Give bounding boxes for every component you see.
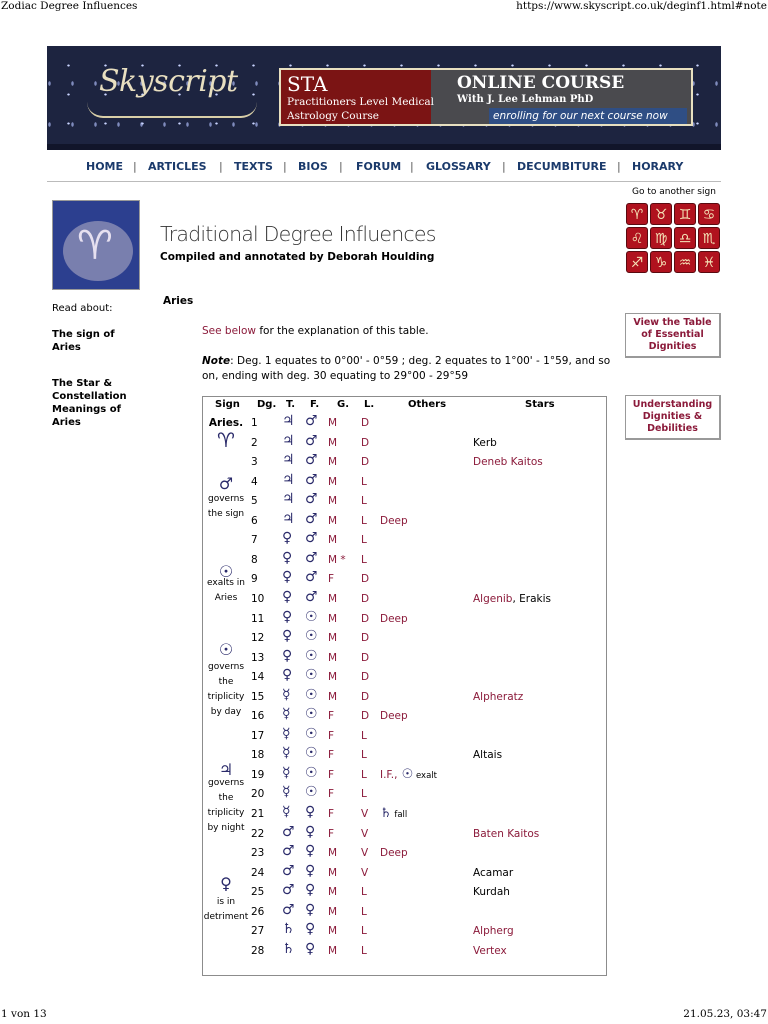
planet-icon: ☉ bbox=[397, 766, 414, 782]
star-name[interactable]: Baten Kaitos bbox=[473, 827, 540, 840]
term-ruler-icon: ♀ bbox=[282, 608, 293, 625]
term-ruler-icon: ♂ bbox=[282, 901, 295, 918]
term-ruler-icon: ♂ bbox=[282, 823, 295, 840]
note-line: is in bbox=[216, 897, 236, 907]
col-header-degree: Dg. bbox=[257, 399, 277, 410]
see-below-link[interactable]: See below bbox=[202, 325, 256, 337]
light-cell: D bbox=[361, 690, 370, 703]
gender-cell: M bbox=[328, 534, 338, 547]
face-ruler-icon: ☉ bbox=[305, 608, 318, 625]
degree-cell: 27 bbox=[251, 925, 265, 938]
light-cell: V bbox=[361, 808, 369, 820]
note-line: governs bbox=[207, 662, 245, 672]
gender-cell: M bbox=[328, 671, 338, 684]
light-cell: D bbox=[361, 592, 370, 605]
nav-separator: | bbox=[133, 160, 137, 173]
virgo-icon[interactable]: ♍ bbox=[650, 227, 672, 249]
light-cell: D bbox=[361, 651, 370, 664]
nav-separator: | bbox=[410, 160, 414, 173]
gender-cell: M bbox=[328, 905, 338, 918]
col-header-others: Others bbox=[408, 399, 447, 410]
capricorn-icon[interactable]: ♑ bbox=[650, 251, 672, 273]
face-ruler-icon: ♀ bbox=[305, 843, 316, 860]
note-line: exalts in bbox=[206, 578, 245, 588]
star-name[interactable]: Alpherg bbox=[473, 925, 514, 938]
light-cell: V bbox=[361, 866, 369, 879]
light-cell: V bbox=[361, 827, 369, 840]
logo-swash bbox=[87, 102, 257, 118]
col-header-light: L. bbox=[364, 399, 375, 410]
ad-online-course: ONLINE COURSE bbox=[457, 73, 625, 93]
sign-of-aries-link[interactable] bbox=[52, 328, 115, 354]
aries-ram-image bbox=[52, 200, 140, 290]
nav-glossary[interactable]: GLOSSARY bbox=[426, 160, 491, 173]
nav-separator: | bbox=[219, 160, 223, 173]
face-ruler-icon: ☉ bbox=[305, 764, 318, 781]
face-ruler-icon: ♀ bbox=[305, 940, 316, 957]
face-ruler-icon: ☉ bbox=[305, 647, 318, 664]
site-banner bbox=[47, 46, 721, 150]
light-cell: L bbox=[361, 925, 367, 938]
page-subtitle: Compiled and annotated by Deborah Houlding bbox=[160, 251, 435, 263]
ram-icon: ♈ bbox=[77, 223, 113, 269]
face-ruler-icon: ♀ bbox=[305, 862, 316, 879]
gender-cell: M bbox=[328, 925, 338, 938]
face-ruler-icon: ☉ bbox=[305, 725, 318, 742]
ad-instructor: With J. Lee Lehman PhD bbox=[457, 94, 594, 105]
col-header-term: T. bbox=[286, 399, 296, 410]
star-cell bbox=[473, 592, 551, 606]
others-note: exalt bbox=[413, 770, 437, 781]
gemini-icon[interactable]: ♊ bbox=[674, 203, 696, 225]
others-text[interactable]: Deep bbox=[380, 514, 408, 527]
degree-cell: 19 bbox=[251, 768, 265, 781]
term-ruler-icon: ♃ bbox=[282, 413, 295, 429]
face-ruler-icon: ♂ bbox=[305, 510, 318, 527]
degree-cell: 9 bbox=[251, 573, 258, 586]
degree-cell: 10 bbox=[251, 592, 265, 605]
term-ruler-icon: ♄ bbox=[282, 940, 295, 957]
col-header-face: F. bbox=[310, 399, 320, 410]
degree-cell: 20 bbox=[251, 788, 265, 801]
term-ruler-icon: ☿ bbox=[282, 804, 291, 820]
goto-sign-label: Go to another sign bbox=[632, 187, 716, 197]
face-ruler-icon: ☉ bbox=[305, 628, 318, 645]
site-logo[interactable]: Skyscript bbox=[99, 64, 238, 99]
degree-cell: 26 bbox=[251, 905, 265, 918]
face-ruler-icon: ♂ bbox=[305, 452, 318, 469]
face-ruler-icon: ♂ bbox=[305, 549, 318, 566]
gender-cell: M bbox=[328, 886, 338, 899]
degree-cell: 17 bbox=[251, 729, 265, 742]
term-ruler-icon: ☿ bbox=[282, 764, 291, 781]
star-cell bbox=[473, 827, 539, 841]
star-name[interactable]: Alpheratz bbox=[473, 690, 524, 703]
degree-cell: 8 bbox=[251, 553, 258, 566]
main-nav bbox=[47, 158, 721, 176]
link-line: The Star & bbox=[52, 378, 113, 389]
essential-dignities-link[interactable]: View the Table of Essential Dignities bbox=[625, 313, 721, 358]
nav-home[interactable]: HOME bbox=[86, 160, 124, 173]
note-line: by day bbox=[210, 707, 242, 717]
star-name[interactable]: Deneb Kaitos bbox=[473, 456, 543, 469]
gender-cell: M * bbox=[328, 553, 346, 566]
term-ruler-icon: ♃ bbox=[282, 471, 295, 488]
others-text[interactable]: Deep bbox=[380, 612, 408, 625]
gender-cell: M bbox=[328, 632, 338, 645]
jupiter-triplicity-note bbox=[203, 776, 249, 836]
link-line: Meanings of bbox=[52, 404, 121, 415]
nav-articles[interactable]: ARTICLES bbox=[148, 160, 207, 173]
term-ruler-icon: ♃ bbox=[282, 452, 295, 469]
note-line: triplicity bbox=[207, 692, 245, 702]
term-ruler-icon: ♂ bbox=[282, 862, 295, 879]
nav-separator: | bbox=[283, 160, 287, 173]
term-ruler-icon: ♀ bbox=[282, 569, 293, 586]
light-cell: D bbox=[361, 671, 370, 684]
note-label: Note bbox=[202, 355, 231, 367]
light-cell: L bbox=[361, 749, 367, 762]
aries-icon[interactable]: ♈ bbox=[626, 203, 648, 225]
degree-cell: 3 bbox=[251, 456, 258, 469]
light-cell: L bbox=[361, 768, 367, 781]
note-line: governs bbox=[207, 778, 245, 788]
gender-cell: F bbox=[328, 729, 335, 742]
col-header-sign: Sign bbox=[215, 399, 240, 410]
degree-cell: 22 bbox=[251, 827, 265, 840]
jupiter-icon: ♃ bbox=[218, 760, 234, 779]
face-ruler-icon: ♀ bbox=[305, 804, 316, 820]
nav-separator: | bbox=[339, 160, 343, 173]
star-cell bbox=[473, 924, 514, 938]
star-name: Acamar bbox=[473, 866, 514, 879]
face-ruler-icon: ♂ bbox=[305, 588, 318, 605]
degree-cell: 4 bbox=[251, 475, 258, 488]
print-page-number: 1 von 13 bbox=[1, 1008, 47, 1020]
face-ruler-icon: ☉ bbox=[305, 784, 318, 801]
sun-exalt-note bbox=[203, 576, 249, 606]
star-cell bbox=[473, 748, 502, 762]
section-heading: Aries bbox=[163, 295, 194, 307]
nav-bios[interactable]: BIOS bbox=[298, 160, 328, 173]
intro-text bbox=[202, 325, 429, 337]
note-line: governs bbox=[207, 494, 245, 504]
gender-cell: M bbox=[328, 417, 338, 429]
pisces-icon[interactable]: ♓ bbox=[698, 251, 720, 273]
gender-cell: M bbox=[328, 651, 338, 664]
gender-cell: M bbox=[328, 612, 338, 625]
star-cell bbox=[473, 690, 523, 704]
light-cell: L bbox=[361, 886, 367, 899]
star-cell bbox=[473, 944, 507, 958]
degree-cell: 11 bbox=[251, 612, 265, 625]
gender-cell: M bbox=[328, 944, 338, 957]
print-page-title: Zodiac Degree Influences bbox=[1, 0, 138, 12]
col-header-gender: G. bbox=[337, 399, 350, 410]
gender-cell: F bbox=[328, 573, 335, 586]
others-cell bbox=[380, 807, 407, 822]
degree-cell: 14 bbox=[251, 671, 265, 684]
light-cell: L bbox=[361, 475, 367, 488]
banner-strip bbox=[47, 144, 721, 150]
gender-cell: M bbox=[328, 866, 338, 879]
light-cell: L bbox=[361, 553, 367, 566]
face-ruler-icon: ☉ bbox=[305, 686, 318, 703]
others-cell bbox=[380, 514, 408, 528]
course-ad[interactable] bbox=[279, 68, 693, 126]
face-ruler-icon: ♂ bbox=[305, 471, 318, 488]
light-cell: D bbox=[361, 436, 370, 449]
face-ruler-icon: ♀ bbox=[305, 901, 316, 918]
degree-cell: 16 bbox=[251, 710, 265, 723]
nav-separator: | bbox=[502, 160, 506, 173]
others-cell bbox=[380, 768, 437, 783]
light-cell: L bbox=[361, 514, 367, 527]
gender-cell: M bbox=[328, 592, 338, 605]
face-ruler-icon: ♂ bbox=[305, 432, 318, 449]
ad-line2: Astrology Course bbox=[287, 110, 379, 122]
note-line: by night bbox=[207, 823, 245, 833]
mars-icon: ♂ bbox=[218, 474, 234, 493]
aquarius-icon[interactable]: ♒ bbox=[674, 251, 696, 273]
face-ruler-icon: ♀ bbox=[305, 882, 316, 899]
degree-cell: 5 bbox=[251, 495, 258, 508]
degree-cell: 2 bbox=[251, 436, 258, 449]
leo-icon[interactable]: ♌ bbox=[626, 227, 648, 249]
ad-enroll: enrolling for our next course now bbox=[489, 108, 687, 124]
link-line: Constellation bbox=[52, 391, 127, 402]
note-line: Aries bbox=[214, 593, 238, 603]
face-ruler-icon: ♂ bbox=[305, 530, 318, 547]
others-text[interactable]: Deep bbox=[380, 710, 408, 723]
mars-note bbox=[203, 492, 249, 522]
note-text bbox=[202, 354, 612, 384]
intro-rest: for the explanation of this table. bbox=[255, 325, 429, 337]
gender-cell: F bbox=[328, 827, 335, 840]
term-ruler-icon: ♀ bbox=[282, 530, 293, 547]
aries-glyph-icon: ♈ bbox=[217, 428, 235, 452]
note-line: the bbox=[218, 793, 234, 803]
degree-cell: 23 bbox=[251, 847, 265, 860]
others-cell bbox=[380, 612, 408, 626]
light-cell: V bbox=[361, 847, 369, 860]
term-ruler-icon: ☿ bbox=[282, 745, 291, 762]
light-cell: D bbox=[361, 456, 370, 469]
degree-cell: 15 bbox=[251, 690, 265, 703]
face-ruler-icon: ♀ bbox=[305, 823, 316, 840]
venus-detriment-note bbox=[203, 895, 249, 925]
degree-cell: 25 bbox=[251, 886, 265, 899]
term-ruler-icon: ♀ bbox=[282, 647, 293, 664]
others-text[interactable]: Deep bbox=[380, 847, 408, 860]
others-cell bbox=[380, 709, 408, 723]
term-ruler-icon: ♂ bbox=[282, 882, 295, 899]
scorpio-icon[interactable]: ♏ bbox=[698, 227, 720, 249]
print-url: https://www.skyscript.co.uk/deginf1.html#note bbox=[516, 0, 767, 12]
light-cell: L bbox=[361, 905, 367, 918]
degree-cell: 18 bbox=[251, 749, 265, 762]
star-name: Altais bbox=[473, 749, 503, 762]
nav-forum[interactable]: FORUM bbox=[356, 160, 402, 173]
star-cell bbox=[473, 866, 513, 880]
sagittarius-icon[interactable]: ♐ bbox=[626, 251, 648, 273]
others-text: I.F., bbox=[380, 768, 398, 781]
degree-cell: 28 bbox=[251, 944, 265, 957]
gender-cell: F bbox=[328, 749, 335, 762]
nav-horary[interactable]: HORARY bbox=[632, 160, 684, 173]
face-ruler-icon: ☉ bbox=[305, 667, 318, 684]
star-constellation-link[interactable] bbox=[52, 377, 127, 429]
star-name[interactable]: Vertex bbox=[473, 944, 507, 957]
light-cell: D bbox=[361, 632, 370, 645]
light-cell: L bbox=[361, 495, 367, 508]
term-ruler-icon: ☿ bbox=[282, 725, 291, 742]
degree-cell: 13 bbox=[251, 651, 265, 664]
ad-title: STA bbox=[287, 72, 328, 96]
star-name: Kerb bbox=[473, 436, 497, 449]
nav-divider bbox=[47, 181, 721, 182]
face-ruler-icon: ♂ bbox=[305, 491, 318, 508]
term-ruler-icon: ♃ bbox=[282, 510, 295, 527]
libra-icon[interactable]: ♎ bbox=[674, 227, 696, 249]
link-line: Aries bbox=[52, 417, 81, 428]
sun-icon: ☉ bbox=[218, 640, 234, 659]
link-line: The sign of bbox=[52, 329, 115, 340]
gender-cell: M bbox=[328, 436, 338, 449]
cancer-icon[interactable]: ♋ bbox=[698, 203, 720, 225]
term-ruler-icon: ☿ bbox=[282, 706, 291, 723]
gender-cell: F bbox=[328, 768, 335, 781]
ad-line1: Practitioners Level Medical bbox=[287, 96, 434, 108]
degree-cell: 21 bbox=[251, 808, 265, 820]
print-timestamp: 21.05.23, 03:47 bbox=[683, 1008, 767, 1020]
venus-icon: ♀ bbox=[220, 874, 232, 893]
term-ruler-icon: ♀ bbox=[282, 588, 293, 605]
term-ruler-icon: ♀ bbox=[282, 549, 293, 566]
light-cell: L bbox=[361, 729, 367, 742]
face-ruler-icon: ♂ bbox=[305, 413, 318, 429]
face-ruler-icon: ☉ bbox=[305, 706, 318, 723]
nav-decumbiture[interactable]: DECUMBITURE bbox=[517, 160, 607, 173]
note-line: triplicity bbox=[207, 808, 245, 818]
others-cell bbox=[380, 846, 408, 860]
light-cell: D bbox=[361, 710, 370, 723]
col-header-stars: Stars bbox=[525, 399, 555, 410]
face-ruler-icon: ☉ bbox=[305, 745, 318, 762]
degree-cell: 24 bbox=[251, 866, 265, 879]
zodiac-sign-grid bbox=[626, 203, 720, 275]
gender-cell: M bbox=[328, 690, 338, 703]
face-ruler-icon: ♂ bbox=[305, 569, 318, 586]
gender-cell: F bbox=[328, 788, 335, 801]
degree-cell: 6 bbox=[251, 514, 258, 527]
gender-cell: M bbox=[328, 514, 338, 527]
nav-texts[interactable]: TEXTS bbox=[234, 160, 273, 173]
term-ruler-icon: ♃ bbox=[282, 432, 295, 449]
light-cell: L bbox=[361, 788, 367, 801]
term-ruler-icon: ♀ bbox=[282, 667, 293, 684]
taurus-icon[interactable]: ♉ bbox=[650, 203, 672, 225]
degree-cell: 7 bbox=[251, 534, 258, 547]
dignities-debilities-link[interactable]: Understanding Dignities & Debilities bbox=[625, 395, 721, 440]
note-body: : Deg. 1 equates to 0°00' - 0°59 ; deg. 2 equates to 1°00' - 1°59, and so on, ending with deg. 30 equating to 29°00 - 29°59 bbox=[202, 355, 611, 382]
note-line: the bbox=[218, 677, 234, 687]
term-ruler-icon: ☿ bbox=[282, 686, 291, 703]
star-name: Kurdah bbox=[473, 886, 510, 899]
sun-icon: ☉ bbox=[218, 562, 234, 581]
planet-icon: ♄ bbox=[380, 806, 392, 821]
star-name[interactable]: Algenib bbox=[473, 592, 513, 605]
gender-cell: F bbox=[328, 710, 335, 723]
nav-separator: | bbox=[617, 160, 621, 173]
link-line: Aries bbox=[52, 342, 81, 353]
others-note: fall bbox=[391, 810, 408, 820]
sign-name: Aries. bbox=[208, 417, 244, 429]
light-cell: D bbox=[361, 417, 370, 429]
gender-cell: M bbox=[328, 456, 338, 469]
star-name: , Erakis bbox=[512, 592, 551, 605]
note-line: the sign bbox=[207, 509, 245, 519]
light-cell: D bbox=[361, 612, 370, 625]
gender-cell: F bbox=[328, 808, 335, 820]
degree-cell: 12 bbox=[251, 632, 265, 645]
gender-cell: M bbox=[328, 847, 338, 860]
term-ruler-icon: ♄ bbox=[282, 921, 295, 938]
term-ruler-icon: ♂ bbox=[282, 843, 295, 860]
star-cell bbox=[473, 885, 510, 899]
term-ruler-icon: ☿ bbox=[282, 784, 291, 801]
gender-cell: M bbox=[328, 495, 338, 508]
star-cell bbox=[473, 455, 543, 469]
term-ruler-icon: ♃ bbox=[282, 491, 295, 508]
gender-cell: M bbox=[328, 475, 338, 488]
star-cell bbox=[473, 436, 497, 450]
note-line: detriment bbox=[203, 912, 249, 922]
term-ruler-icon: ♀ bbox=[282, 628, 293, 645]
sun-triplicity-note bbox=[203, 660, 249, 720]
light-cell: D bbox=[361, 573, 370, 586]
read-about-label: Read about: bbox=[52, 303, 113, 314]
light-cell: L bbox=[361, 534, 367, 547]
page-title: Traditional Degree Influences bbox=[160, 222, 436, 246]
degree-cell: 1 bbox=[251, 417, 258, 429]
light-cell: L bbox=[361, 944, 367, 957]
face-ruler-icon: ♀ bbox=[305, 921, 316, 938]
print-header bbox=[0, 0, 768, 14]
